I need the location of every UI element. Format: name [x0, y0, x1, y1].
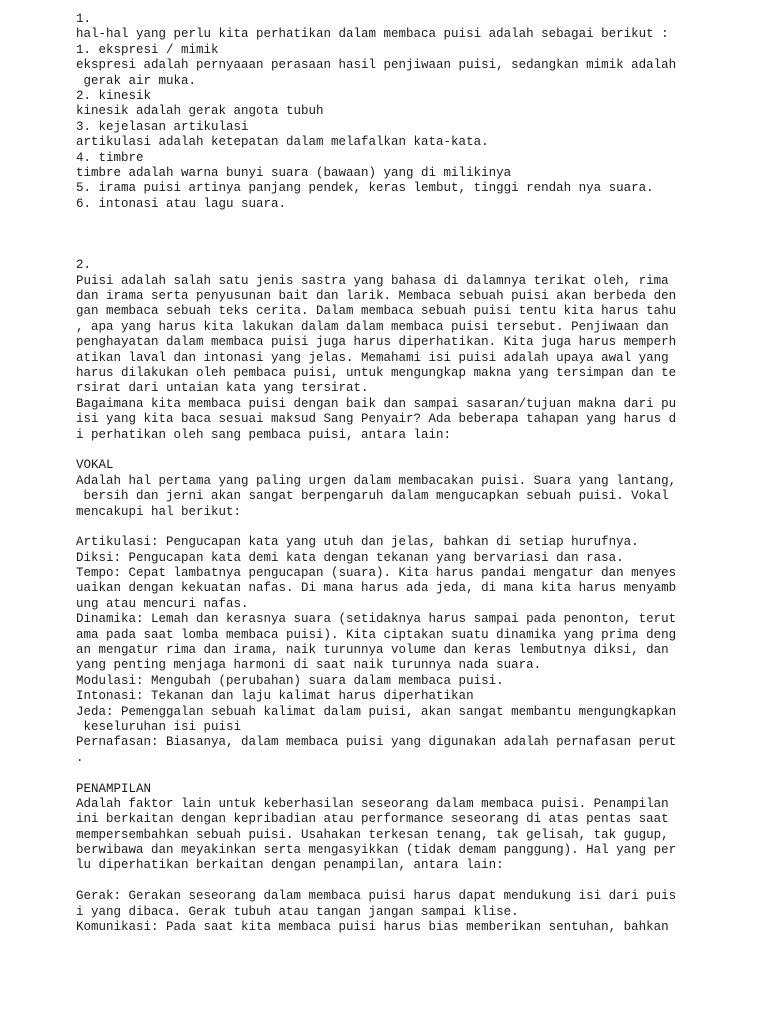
text-line: uaikan dengan kekuatan nafas. Di mana harus ada jeda, di mana kita harus menyamb [76, 581, 677, 596]
document-page [76, 12, 756, 935]
text-line: Intonasi: Tekanan dan laju kalimat harus diperhatikan [76, 689, 474, 704]
text-line: dan irama serta penyusunan bait dan larik. Membaca sebuah puisi akan berbeda den [76, 289, 677, 304]
text-line: 5. irama puisi artinya panjang pendek, keras lembut, tinggi rendah nya suara. [76, 181, 654, 196]
text-line: Bagaimana kita membaca puisi dengan baik dan sampai sasaran/tujuan makna dari pu [76, 396, 677, 411]
text-line: Dinamika: Lemah dan kerasnya suara (setidaknya harus sampai pada penonton, terut [76, 612, 677, 627]
text-line: , apa yang harus kita lakukan dalam dalam membaca puisi tersebut. Penjiwaan dan [76, 319, 669, 334]
section-heading: PENAMPILAN [76, 781, 152, 796]
text-line: Adalah faktor lain untuk keberhasilan seseorang dalam membaca puisi. Penampilan [76, 796, 669, 811]
text-line: Adalah hal pertama yang paling urgen dalam membacakan puisi. Suara yang lantang, [76, 473, 677, 488]
text-line: ung atau mencuri nafas. [76, 596, 249, 611]
text-line: Artikulasi: Pengucapan kata yang utuh dan jelas, bahkan di setiap hurufnya. [76, 535, 639, 550]
text-line: harus dilakukan oleh pembaca puisi, untuk mengungkap makna yang tersimpan dan te [76, 365, 677, 380]
text-line: mempersembahkan sebuah puisi. Usahakan terkesan tenang, tak gelisah, tak gugup, [76, 827, 669, 842]
text-line: mencakupi hal berikut: [76, 504, 242, 519]
blank-line [76, 227, 756, 242]
text-line: Tempo: Cepat lambatnya pengucapan (suara). Kita harus pandai mengatur dan menyes [76, 566, 677, 581]
text-line: Komunikasi: Pada saat kita membaca puisi harus bias memberikan sentuhan, bahkan [76, 920, 669, 935]
text-line: gerak air muka. [76, 73, 197, 88]
text-line: . [76, 750, 84, 765]
text-line: hal-hal yang perlu kita perhatikan dalam membaca puisi adalah sebagai berikut : [76, 27, 669, 42]
blank-line [76, 874, 756, 889]
text-line: 4. timbre [76, 150, 144, 165]
text-line: Modulasi: Mengubah (perubahan) suara dalam membaca puisi. [76, 673, 504, 688]
text-line: 6. intonasi atau lagu suara. [76, 196, 287, 211]
section-heading: VOKAL [76, 458, 114, 473]
text-line: Diksi: Pengucapan kata demi kata dengan tekanan yang bervariasi dan rasa. [76, 550, 624, 565]
text-line: rsirat dari untaian kata yang tersirat. [76, 381, 369, 396]
text-line: ekspresi adalah pernyaaan perasaan hasil penjiwaan puisi, sedangkan mimik adalah [76, 58, 677, 73]
text-line: i perhatikan oleh sang pembaca puisi, antara lain: [76, 427, 452, 442]
blank-line [76, 212, 756, 227]
text-line: isi yang kita baca sesuai maksud Sang Penyair? Ada beberapa tahapan yang harus d [76, 412, 677, 427]
text-line: 2. [76, 258, 92, 273]
text-line: ini berkaitan dengan kepribadian atau performance seseorang di atas pentas saat [76, 812, 669, 827]
blank-line [76, 243, 756, 258]
text-line: bersih dan jerni akan sangat berpengaruh dalam mengucapkan sebuah puisi. Vokal [76, 489, 669, 504]
blank-line [76, 443, 756, 458]
text-line: Jeda: Pemenggalan sebuah kalimat dalam puisi, akan sangat membantu mengungkapkan [76, 704, 677, 719]
blank-line [76, 766, 756, 781]
text-line: ama pada saat lomba membaca puisi). Kita ciptakan suatu dinamika yang prima deng [76, 627, 677, 642]
text-line: keseluruhan isi puisi [76, 719, 242, 734]
text-line: berwibawa dan meyakinkan serta mengasyikkan (tidak demam panggung). Hal yang per [76, 843, 677, 858]
text-line: an mengatur rima dan irama, naik turunnya volume dan keras lembutnya diksi, dan [76, 643, 669, 658]
text-line: atikan laval dan intonasi yang jelas. Memahami isi puisi adalah upaya awal yang [76, 350, 669, 365]
text-line: 2. kinesik [76, 88, 152, 103]
text-line: Pernafasan: Biasanya, dalam membaca puisi yang digunakan adalah pernafasan perut [76, 735, 677, 750]
text-line: yang penting menjaga harmoni di saat naik turunnya nada suara. [76, 658, 542, 673]
text-line: Puisi adalah salah satu jenis sastra yang bahasa di dalamnya terikat oleh, rima [76, 273, 669, 288]
text-line: timbre adalah warna bunyi suara (bawaan) yang di milikinya [76, 165, 512, 180]
text-line: penghayatan dalam membaca puisi juga harus diperhatikan. Kita juga harus memperh [76, 335, 677, 350]
text-line: kinesik adalah gerak angota tubuh [76, 104, 324, 119]
text-line: 1. [76, 12, 92, 26]
text-line: gan membaca sebuah teks cerita. Dalam membaca sebuah puisi tentu kita harus tahu [76, 304, 677, 319]
text-line: 3. kejelasan artikulasi [76, 119, 249, 134]
text-line: artikulasi adalah ketepatan dalam melafalkan kata-kata. [76, 135, 489, 150]
text-line: lu diperhatikan berkaitan dengan penampilan, antara lain: [76, 858, 504, 873]
text-line: Gerak: Gerakan seseorang dalam membaca puisi harus dapat mendukung isi dari puis [76, 889, 677, 904]
text-line: 1. ekspresi / mimik [76, 42, 219, 57]
blank-line [76, 520, 756, 535]
text-line: i yang dibaca. Gerak tubuh atau tangan jangan sampai klise. [76, 904, 519, 919]
